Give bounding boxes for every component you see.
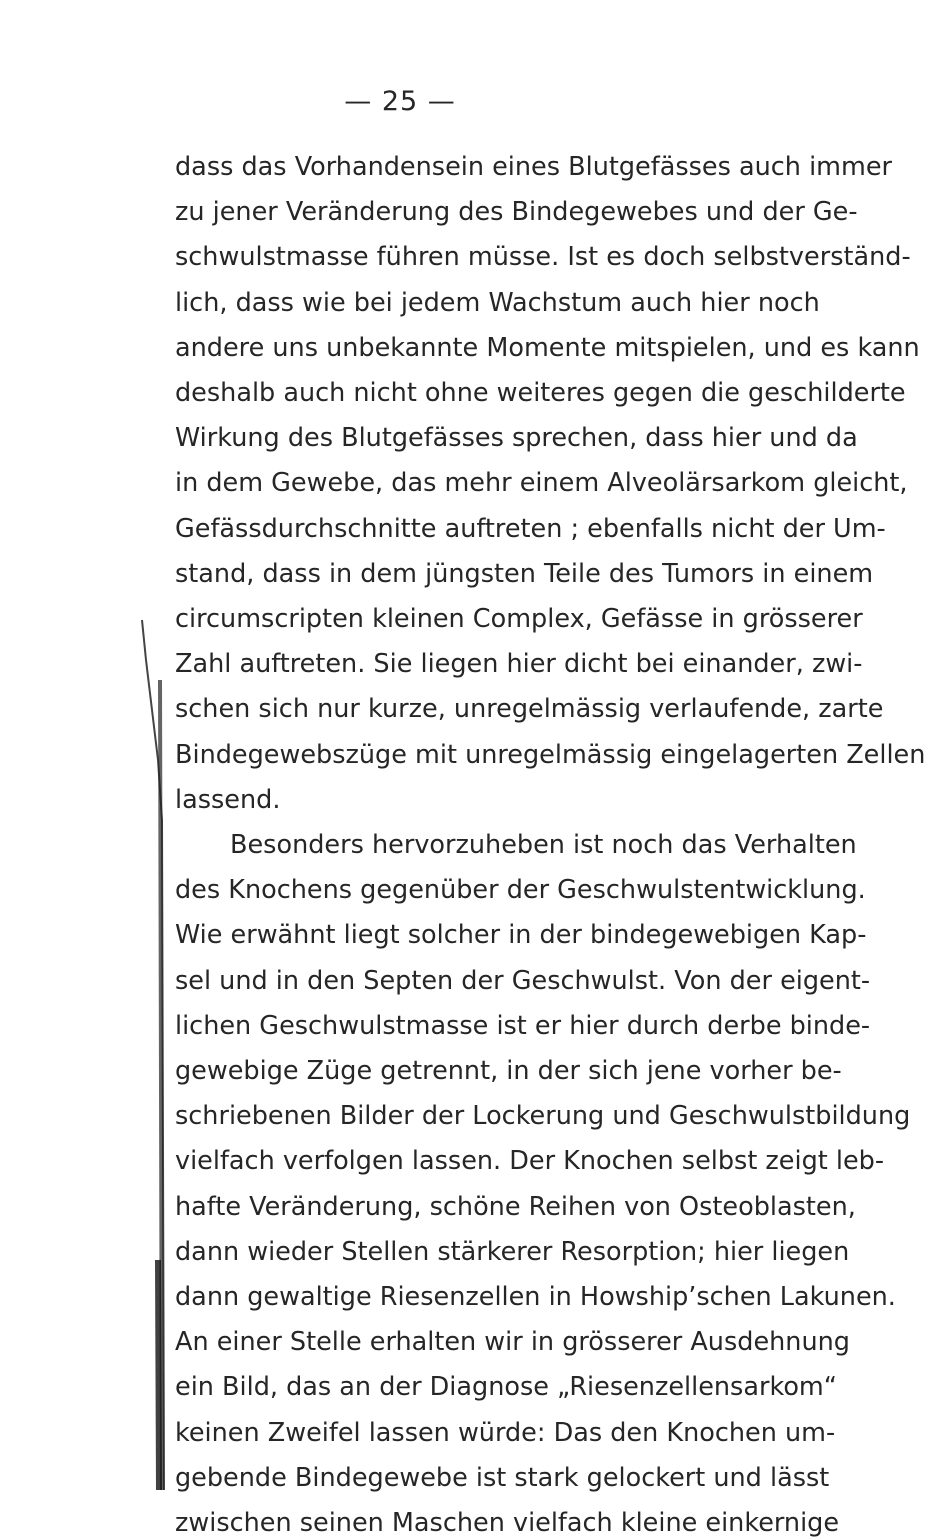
text-line: andere uns unbekannte Momente mitspielen, und es kann (175, 332, 920, 363)
text-line: hafte Veränderung, schöne Reihen von Osteoblasten, (175, 1191, 856, 1222)
text-line: dann gewaltige Riesenzellen in Howship’schen Lakunen. (175, 1282, 896, 1312)
text-line: Bindegewebszüge mit unregelmässig eingelagerten Zellen (175, 739, 925, 770)
text-line: schriebenen Bilder der Lockerung und Geschwulstbildung (175, 1101, 911, 1132)
text-line: Wie erwähnt liegt solcher in der bindegewebigen Kap- (175, 920, 867, 951)
text-line: stand, dass in dem jüngsten Teile des Tumors in einem (175, 558, 874, 589)
text-line: Zahl auftreten. Sie liegen hier dicht bei einander, zwi- (175, 649, 863, 680)
text-line: dass das Vorhandensein eines Blutgefässes auch immer (175, 152, 893, 182)
text-line: lich, dass wie bei jedem Wachstum auch hier noch (175, 287, 820, 318)
text-line: gebende Bindegewebe ist stark gelockert und lässt (175, 1462, 830, 1493)
text-line: circumscripten kleinen Complex, Gefässe in grösserer (175, 604, 863, 634)
text-line: in dem Gewebe, das mehr einem Alveolärsarkom gleicht, (175, 468, 908, 499)
text-line: lassend. (175, 784, 281, 815)
text-line: lichen Geschwulstmasse ist er hier durch derbe binde- (175, 1010, 871, 1041)
text-line: deshalb auch nicht ohne weiteres gegen die geschilderte (175, 378, 906, 408)
text-line: dann wieder Stellen stärkerer Resorption; hier liegen (175, 1236, 850, 1267)
text-line: ein Bild, das an der Diagnose „Riesenzellensarkom“ (175, 1372, 837, 1403)
text-line: An einer Stelle erhalten wir in grösserer Ausdehnung (175, 1327, 850, 1358)
binding-shadow (140, 620, 180, 1490)
text-line: schen sich nur kurze, unregelmässig verlaufende, zarte (175, 694, 884, 725)
page-number: — 25 — (344, 86, 456, 117)
text-line: des Knochens gegenüber der Geschwulstentwicklung. (175, 875, 866, 906)
text-line: Besonders hervorzuheben ist noch das Verhalten (230, 830, 857, 860)
text-line: zwischen seinen Maschen vielfach kleine einkernige (175, 1508, 840, 1538)
text-line: Wirkung des Blutgefässes sprechen, dass hier und da (175, 423, 858, 454)
text-line: sel und in den Septen der Geschwulst. Von der eigent- (175, 965, 871, 996)
text-line: Gefässdurchschnitte auftreten ; ebenfalls nicht der Um- (175, 513, 886, 544)
text-line: vielfach verfolgen lassen. Der Knochen selbst zeigt leb- (175, 1146, 885, 1177)
text-line: keinen Zweifel lassen würde: Das den Knochen um- (175, 1417, 836, 1448)
text-line: zu jener Veränderung des Bindegewebes und der Ge- (175, 197, 858, 228)
text-line: schwulstmasse führen müsse. Ist es doch selbstverständ- (175, 242, 911, 273)
text-line: gewebige Züge getrennt, in der sich jene vorher be- (175, 1056, 842, 1086)
